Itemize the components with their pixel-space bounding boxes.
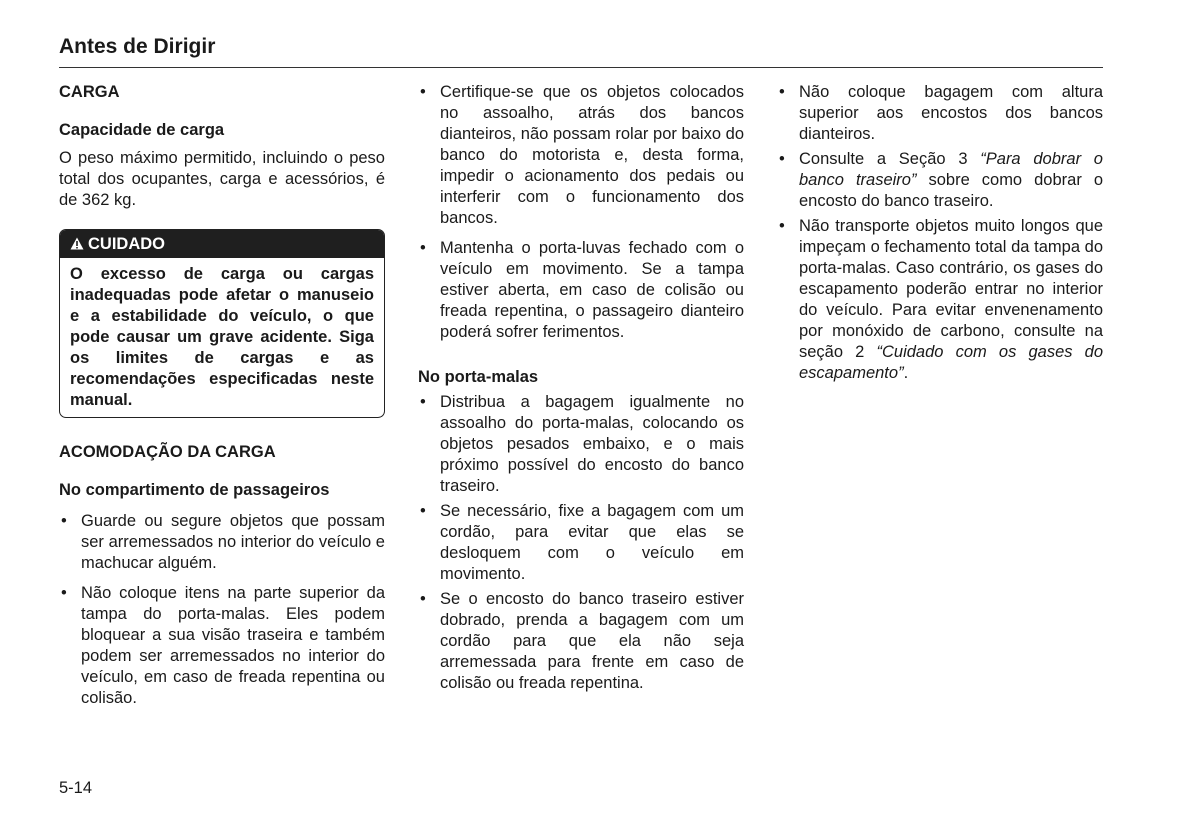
warning-icon <box>70 237 84 250</box>
list-item-text: Não transporte objetos muito longos que impeçam o fechamento total da tampa do porta-malas. Caso contrário, os gases do escapamento poderão entrar no interior do veículo. Para evitar envenenamento por monóxido de carbono, consulte na seção 2 <box>799 217 1103 361</box>
capacity-text: O peso máximo permitido, incluindo o peso total dos ocupantes, carga e acessórios, é de 362 kg. <box>59 149 385 209</box>
column-1 <box>59 82 385 709</box>
list-item: • Não coloque bagagem com altura superior aos encostos dos bancos dianteiros. <box>777 82 1103 145</box>
list-item: • Se o encosto do banco traseiro estiver dobrado, prenda a bagagem com um cordão para que ela não seja arremessada para frente em caso de colisão ou freada repentina. <box>418 589 744 694</box>
caution-box <box>59 229 385 418</box>
caution-title: CUIDADO <box>88 235 165 253</box>
section-title-carga: CARGA <box>59 83 120 101</box>
section-reference: “Cuidado com os gases do escapamento” <box>799 343 1104 382</box>
passenger-bullet-list <box>59 511 385 709</box>
list-item-text: . <box>903 364 909 382</box>
column-3 <box>777 82 1103 384</box>
trunk-bullet-list <box>418 392 744 694</box>
section-title-acomodacao: ACOMODAÇÃO DA CARGA <box>59 443 276 461</box>
page-header-title: Antes de Dirigir <box>59 35 216 58</box>
list-item: • Se necessário, fixe a bagagem com um cordão, para evitar que elas se desloquem com o veículo em movimento. <box>418 501 744 585</box>
passenger-heading: No compartimento de passageiros <box>59 481 330 499</box>
section-reference: “Para dobrar o banco traseiro” <box>799 150 1103 189</box>
list-item-text: sobre como dobrar o encosto do banco traseiro. <box>799 171 1103 210</box>
list-item <box>777 216 1103 384</box>
caution-header <box>60 230 384 258</box>
list-item-text: Consulte a Seção 3 <box>799 150 981 168</box>
list-item: • Distribua a bagagem igualmente no assoalho do porta-malas, colocando os objetos pesados embaixo, e o mais próximo possível do encosto do banco traseiro. <box>418 392 744 497</box>
cabin-bullet-list <box>418 82 744 343</box>
list-item: • Mantenha o porta-luvas fechado com o veículo em movimento. Se a tampa estiver aberta, em caso de colisão ou freada repentina, o passageiro dianteiro poderá sofrer ferimentos. <box>418 238 744 343</box>
list-item: • Guarde ou segure objetos que possam ser arremessados no interior do veículo e machucar alguém. <box>59 511 385 574</box>
trunk-heading: No porta-malas <box>418 368 539 386</box>
column-2 <box>418 82 744 694</box>
page-number: 5-14 <box>59 779 93 797</box>
list-item <box>777 149 1103 212</box>
capacity-heading: Capacidade de carga <box>59 121 225 139</box>
caution-text: O excesso de carga ou cargas inadequadas pode afetar o manuseio e a estabilidade do veículo, o que pode causar um grave acidente. Siga os limites de cargas e as recomendações especificadas neste manual. <box>70 265 374 409</box>
header-divider <box>59 67 1103 68</box>
list-item: • Não coloque itens na parte superior da tampa do porta-malas. Eles podem bloquear a sua visão traseira e também podem ser arremessados no interior do veículo, em caso de freada repentina ou colisão. <box>59 583 385 709</box>
list-item: • Certifique-se que os objetos colocados no assoalho, atrás dos bancos dianteiros, não possam rolar por baixo do banco do motorista e, desta forma, impedir o acionamento dos pedais ou interferir com o funcionamento dos bancos. <box>418 82 744 229</box>
trunk-bullet-list-continued <box>777 82 1103 384</box>
